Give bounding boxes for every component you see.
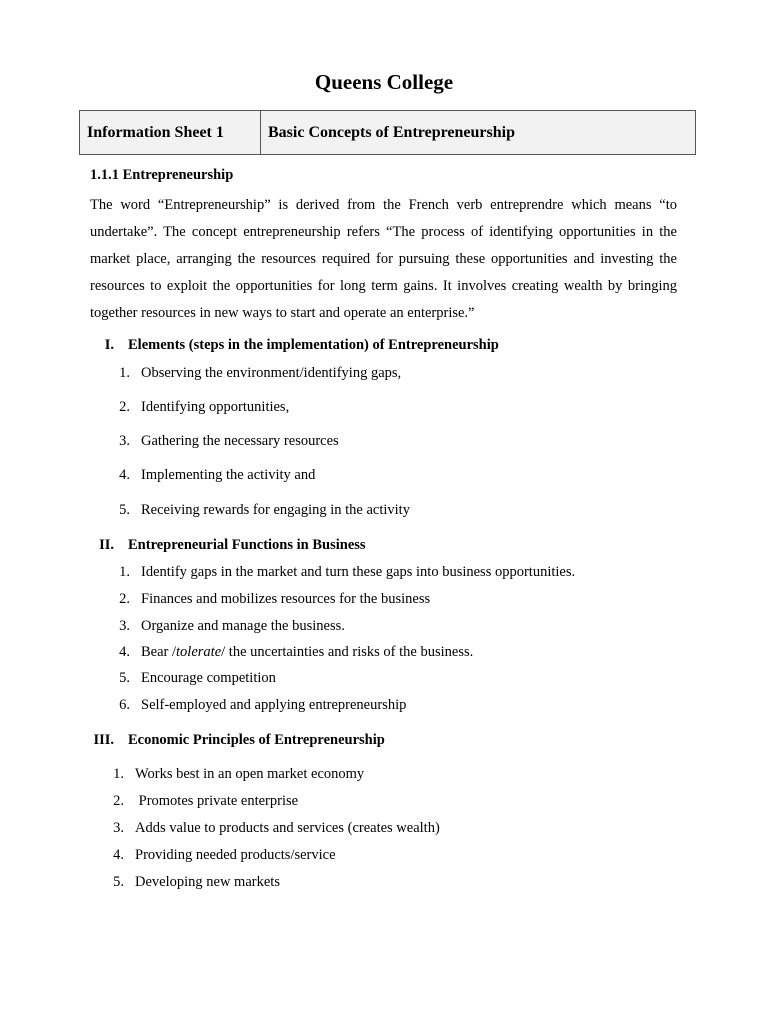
info-sheet-number: Information Sheet 1 (80, 111, 261, 154)
list-item (100, 399, 289, 416)
intro-paragraph: The word “Entrepreneurship” is derived from the French verb entreprendre which means “to undertake”. The concept entrepreneurship refers “The process of identifying opportunities in the market place, arranging the resources required for pursuing these opportunities and investing the resources to exploit the opportunities for long term gains. It involves creating wealth by bringing together resources in new ways to start and operate an enterprise.” (90, 197, 677, 321)
item-text: Finances and mobilizes resources for the business (141, 591, 431, 607)
item-number: 1. (119, 365, 130, 381)
item-text-emphasis: tolerate (176, 644, 222, 660)
list-item (100, 793, 298, 810)
item-text: Self-employed and applying entrepreneurship (141, 697, 407, 713)
section-numeral: II. (99, 537, 114, 553)
info-sheet-topic: Basic Concepts of Entrepreneurship (268, 123, 515, 141)
item-number: 4. (119, 467, 130, 483)
section-heading-elements (76, 337, 499, 354)
section-numeral: III. (93, 732, 114, 748)
item-number: 4. (113, 847, 124, 863)
section-title: Economic Principles of Entrepreneurship (128, 732, 385, 748)
item-number: 2. (113, 793, 124, 809)
item-number: 1. (119, 564, 130, 580)
item-text: Implementing the activity and (141, 467, 316, 483)
item-text: Receiving rewards for engaging in the activity (141, 502, 410, 518)
item-text: Promotes private enterprise (135, 793, 299, 809)
section-title: Entrepreneurial Functions in Business (128, 537, 366, 553)
list-item (100, 847, 336, 864)
item-number: 1. (113, 766, 124, 782)
item-text-pre: Bear / (141, 644, 177, 660)
item-text: Identifying opportunities, (141, 399, 290, 415)
item-number: 5. (119, 670, 130, 686)
list-item (100, 365, 401, 382)
item-number: 4. (119, 644, 130, 660)
item-number: 3. (119, 618, 130, 634)
item-text: Encourage competition (141, 670, 276, 686)
list-item (100, 644, 473, 661)
item-text: Works best in an open market economy (135, 766, 365, 782)
item-number: 3. (119, 433, 130, 449)
info-sheet-table (79, 110, 696, 155)
item-text (141, 644, 473, 660)
list-item (100, 874, 280, 891)
item-text: Adds value to products and services (creates wealth) (135, 820, 440, 836)
list-item (100, 433, 339, 450)
list-item (100, 467, 315, 484)
section-heading-principles (76, 732, 385, 749)
list-item (100, 618, 345, 635)
item-number: 6. (119, 697, 130, 713)
item-text: Providing needed products/service (135, 847, 336, 863)
item-number: 5. (119, 502, 130, 518)
item-text: Organize and manage the business. (141, 618, 345, 634)
section-title: Elements (steps in the implementation) of Entrepreneurship (128, 337, 499, 353)
item-text: Developing new markets (135, 874, 280, 890)
item-text: Observing the environment/identifying gaps, (141, 365, 402, 381)
list-item (100, 502, 410, 519)
item-number: 5. (113, 874, 124, 890)
list-item (100, 697, 406, 714)
item-number: 2. (119, 591, 130, 607)
item-text: Identify gaps in the market and turn these gaps into business opportunities. (141, 564, 576, 580)
item-text: Gathering the necessary resources (141, 433, 339, 449)
item-number: 3. (113, 820, 124, 836)
page-title: Queens College (314, 70, 454, 94)
section-heading-entrepreneurship: 1.1.1 Entrepreneurship (90, 167, 234, 183)
section-heading-functions (76, 537, 366, 554)
item-text-post: / the uncertainties and risks of the business. (221, 644, 474, 660)
list-item (100, 564, 575, 581)
section-numeral: I. (104, 337, 114, 353)
list-item (100, 670, 276, 687)
item-number: 2. (119, 399, 130, 415)
list-item (100, 820, 440, 837)
list-item (100, 591, 430, 608)
list-item (100, 766, 364, 783)
